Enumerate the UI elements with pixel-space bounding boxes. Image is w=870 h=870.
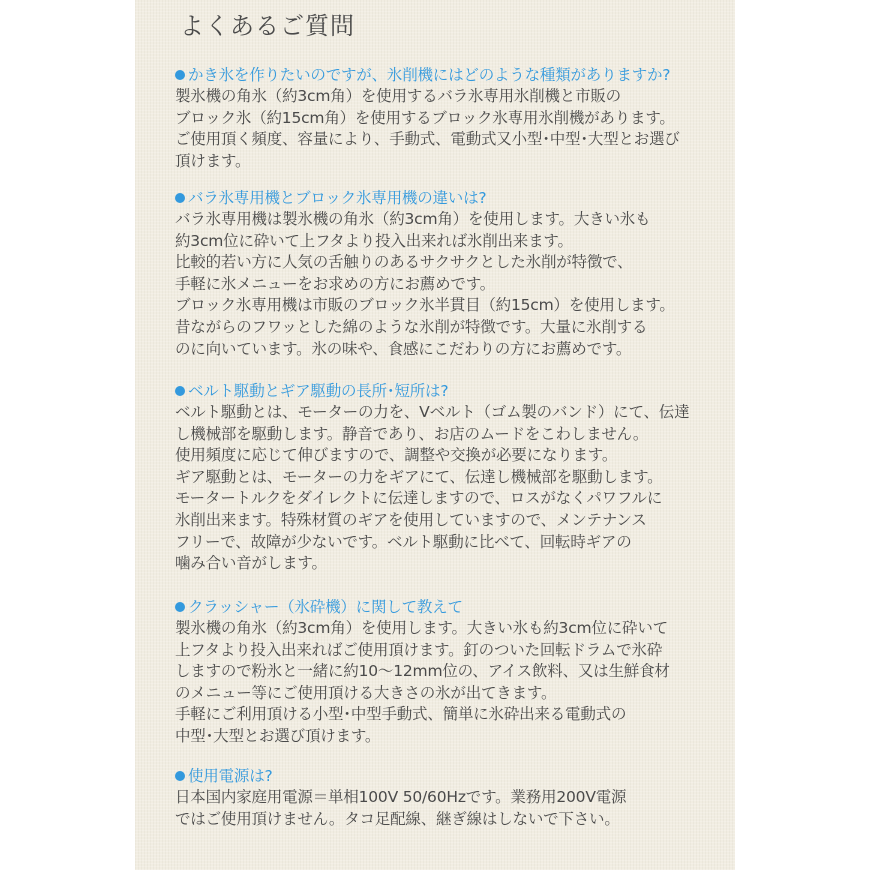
bullet-icon [175,193,185,203]
faq-answer-line: 頂けます。 [175,151,251,170]
faq-answer-line: のに向いています。氷の味や、食感にこだわりの方にお薦めです。 [175,339,632,358]
faq-answer-line: ブロック氷（約15cm角）を使用するブロック氷専用氷削機があります。 [175,108,675,127]
faq-answer-line: 日本国内家庭用電源＝単相100V 50/60Hzです。業務用200V電源 [175,788,627,806]
faq-answer-line: フリーで、故障が少ないです。ベルト駆動に比べて、回転時ギアの [175,532,632,551]
faq-answer-line: 昔ながらのフワッとした綿のような氷削が特徴です。大量に氷削する [175,317,648,336]
bullet-icon [175,386,185,396]
page-title: よくあるご質問 [180,12,355,40]
faq-answer-line: ブロック氷専用機は市販のブロック氷半貫目（約15cm）を使用します。 [175,296,675,315]
faq-question [175,765,735,787]
faq-answer-line: のメニュー等にご使用頂ける大きさの氷が出てきます。 [175,683,557,702]
faq-answer-line: しますので粉氷と一緒に約10～12mm位の、アイス飲料、又は生鮮食材 [175,662,670,681]
faq-item-crusher [175,596,735,748]
bullet-icon [175,602,185,612]
faq-answer-line: し機械部を駆動します。静音であり、お店のムードをこわしません。 [175,424,649,443]
faq-answer-line: 噛み合い音がします。 [175,554,327,573]
faq-item-types [175,64,735,172]
faq-answer-line: ではご使用頂けません。タコ足配線、継ぎ線はしないで下さい。 [175,809,620,828]
faq-item-drive [175,380,735,575]
faq-question-text: かき氷を作りたいのですが、氷削機にはどのような種類がありますか? [188,66,671,84]
faq-answer-line: モータートルクをダイレクトに伝達しますので、ロスがなくパワフルに [175,489,663,508]
faq-answer-line: 上フタより投入出来ればご使用頂けます。釘のついた回転ドラムで氷砕 [175,640,663,659]
faq-answer-line: 中型･大型とお選び頂けます。 [175,726,381,745]
faq-answer-line: ベルト駆動とは、モーターの力を、Vベルト（ゴム製のバンド）にて、伝達 [175,403,690,421]
faq-answer-line: ギア駆動とは、モーターの力をギアにて、伝達し機械部を駆動します。 [175,467,663,486]
bullet-icon [175,771,185,781]
faq-question [175,380,735,402]
faq-question [175,64,735,86]
faq-answer-line: バラ氷専用機は製氷機の角氷（約3cm角）を使用します。大きい氷も [175,210,651,228]
faq-answer-line: 手軽に氷メニューをお求めの方にお薦めです。 [175,274,496,293]
faq-answer-line: 氷削出来ます。特殊材質のギアを使用していますので、メンテナンス [175,510,647,529]
faq-panel [135,0,735,870]
faq-question [175,187,735,209]
faq-answer-line: ご使用頂く頻度、容量により、手動式、電動式又小型･中型･大型とお選び [175,130,680,149]
bullet-icon [175,70,185,80]
faq-answer-line: 製氷機の角氷（約3cm角）を使用します。大きい氷も約3cm位に砕いて [175,619,668,637]
faq-item-power [175,765,735,830]
faq-question [175,596,735,618]
faq-answer-line: 約3cm位に砕いて上フタより投入出来れば氷削出来ます。 [175,231,573,250]
faq-question-text: 使用電源は? [188,767,273,785]
faq-answer-line: 手軽にご利用頂ける小型･中型手動式、簡単に氷砕出来る電動式の [175,705,627,724]
faq-question-text: ベルト駆動とギア駆動の長所･短所は? [188,382,449,400]
faq-question-text: バラ氷専用機とブロック氷専用機の違いは? [188,189,487,207]
faq-answer-line: 使用頻度に応じて伸びますので、調整や交換が必要になります。 [175,446,618,465]
faq-question-text: クラッシャー（氷砕機）に関して教えて [188,598,463,616]
faq-answer-line: 比較的若い方に人気の舌触りのあるサクサクとした氷削が特徴で、 [175,253,633,272]
faq-answer-line: 製氷機の角氷（約3cm角）を使用するバラ氷専用氷削機と市販の [175,87,621,105]
faq-item-difference [175,187,735,360]
